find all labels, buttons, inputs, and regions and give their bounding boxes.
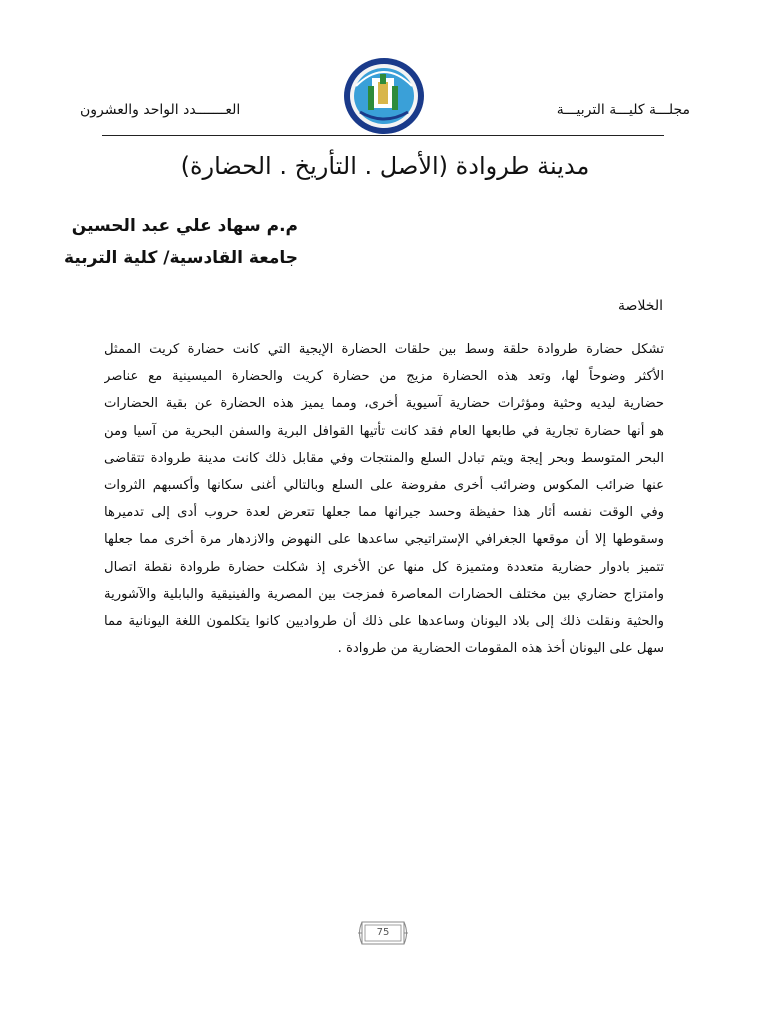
abstract-line: وامتزاج حضاري بين مختلف الحضارات المعاصرة فمزجت بين المصرية والفينيقية والبابلية والآشورية <box>104 586 664 602</box>
article-title: مدينة طروادة (الأصل . التأريخ . الحضارة) <box>180 152 590 180</box>
abstract-line: عنها ضرائب المكوس وضرائب أخرى مفروضة على السلع وبالتالي أغنى سكانها وأكسبهم الثروات <box>104 478 664 494</box>
author-affiliation: جامعة القادسية/ كلية التربية <box>64 248 298 268</box>
author-name: م.م سهاد علي عبد الحسين <box>71 216 298 236</box>
abstract-body <box>104 336 664 662</box>
abstract-line: وفي الوقت نفسه أثار هذا حفيظة وحسد جيرانها مما جعلها تتعرض لعدة حروب أدى إلى تدميرها <box>104 505 664 521</box>
abstract-line: وسقوطها إلا أن موقعها الجغرافي الإستراتيجي ساعدها على النهوض والازدهار مرة أخرى مما جعلها <box>104 532 664 548</box>
header-divider <box>102 135 664 136</box>
journal-name: مجلـــة كليـــة التربيـــة <box>556 102 690 118</box>
page-number: 75 <box>376 927 390 938</box>
abstract-line: تتميز بادوار حضارية متعددة ومتميزة كل منها عن الأخرى إذ شكلت حضارة طروادة نقطة اتصال <box>104 559 664 575</box>
abstract-line: والحثية ونقلت ذلك إلى بلاد اليونان وساعدها على ذلك أن طرواديين كانوا يتكلمون اللغة اليونانية مما <box>104 614 664 630</box>
abstract-heading: الخلاصة <box>618 298 663 314</box>
page-header <box>80 56 690 136</box>
abstract-line: سهل على اليونان أخذ هذه المقومات الحضارية من طروادة . <box>337 641 664 657</box>
abstract-line: حضارية ليديه وحثية ومؤثرات حضارية آسيوية أخرى، ومما يميز هذه الحضارة عن بقية الحضارات <box>104 396 664 412</box>
issue-number: العـــــــدد الواحد والعشرون <box>80 102 241 118</box>
page-number-frame <box>356 918 410 948</box>
abstract-line: الأكثر وضوحاً لها، وتعد هذه الحضارة مزيج من حضارة كريت والحضارة الميسينية مع عناصر <box>104 369 664 385</box>
abstract-line: هو أنها حضارة تجارية في طابعها العام فقد كانت تأتيها القوافل البرية والسفن البحرية من آسيا ومن <box>104 423 664 439</box>
abstract-line: البحر المتوسط وبحر إيجة ويتم تبادل السلع والمنتجات وفي مقابل ذلك كانت مدينة طروادة تتقاضى <box>104 450 664 466</box>
abstract-line: تشكل حضارة طروادة حلقة وسط بين حلقات الحضارة الإيجية التي كانت حضارة كريت الممثل <box>104 342 664 357</box>
university-seal-icon <box>342 56 426 136</box>
